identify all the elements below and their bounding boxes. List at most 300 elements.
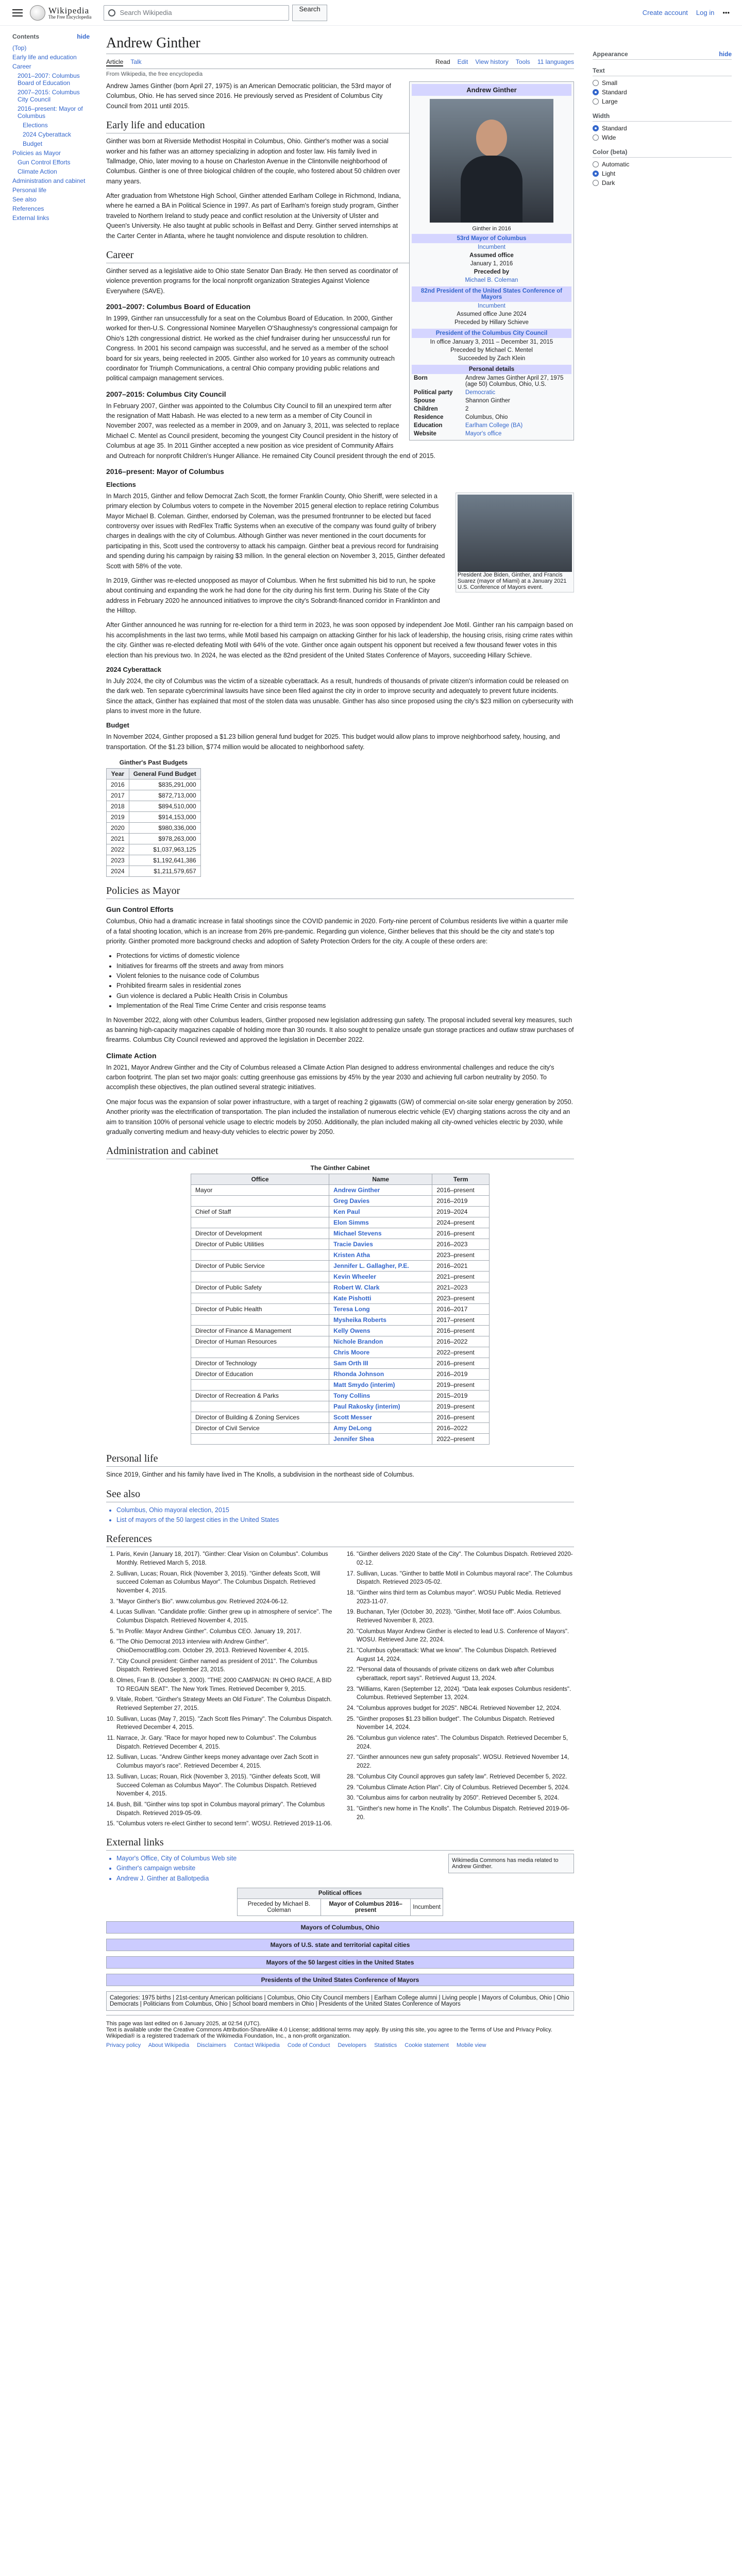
paragraph: In November 2024, Ginther proposed a $1.23 billion general fund budget for 2025. This budget would allow plans to improve neighborhood safety, housing, and transportation. Of the $1.23 billion, $774 million would be allocated to neighborhood safety. <box>106 733 560 751</box>
table-cell: Director of Civil Service <box>191 1423 329 1434</box>
preceded-label: Preceded by <box>474 269 510 275</box>
budget-table <box>106 757 201 877</box>
reference-item: 27. "Ginther announces new gun safety proposals". WOSU. Retrieved November 14, 2022. <box>357 1753 574 1770</box>
table-row <box>191 1358 490 1369</box>
wikipedia-logo[interactable] <box>30 5 91 21</box>
budget-header: General Fund Budget <box>129 769 200 779</box>
budget-caption: Ginther's Past Budgets <box>119 759 188 767</box>
external-link[interactable]: • Mayor's Office, City of Columbus Web site <box>116 1854 574 1863</box>
biden-figure[interactable] <box>456 493 574 592</box>
text-size-small[interactable]: Small <box>593 79 732 87</box>
table-row <box>107 866 201 877</box>
footer-link[interactable]: Contact Wikipedia <box>234 2042 280 2048</box>
reference-item: 6. "The Ohio Democrat 2013 interview with Andrew Ginther". OhioDemocratBlog.com. October 29, 2013. Retrieved November 4, 2015. <box>116 1638 334 1655</box>
toc-item[interactable]: Personal life <box>12 187 47 194</box>
navbox-title[interactable]: Presidents of the United States Conference of Mayors <box>107 1974 574 1986</box>
cabinet-header: Office <box>191 1174 329 1185</box>
table-row <box>191 1380 490 1391</box>
table-cell[interactable]: Nichole Brandon <box>329 1336 432 1347</box>
footer-link[interactable]: About Wikipedia <box>148 2042 190 2048</box>
reference-item: 26. "Columbus gun violence rates". The Columbus Dispatch. Retrieved December 5, 2024. <box>357 1734 574 1751</box>
paragraph: One major focus was the expansion of solar power infrastructure, with a target of reaching 2 gigawatts (GW) of commercial on-site solar energy generation by 2050. Another priority was the electrification of transportation. The plan included the installation of numerous electric vehicle (EV) charging stations across the city and an aim to transition 100% of personal vehicle usage to electric models by 2050. Additionally, the plan included making all city-owned vehicles electric by 2030, while gradually converting medium and heavy-duty vehicles to electric power by 2050. <box>106 1098 573 1136</box>
section-early-life: Early life and education <box>106 120 574 133</box>
list-item: • Violent felonies to the nuisance code of Columbus <box>116 971 574 981</box>
tab-history[interactable]: View history <box>475 58 509 65</box>
footer-link[interactable]: Statistics <box>374 2042 397 2048</box>
table-cell: 2017–present <box>432 1315 490 1326</box>
table-row <box>191 1336 490 1347</box>
table-cell[interactable]: Paul Rakosky (interim) <box>329 1401 432 1412</box>
photo-caption: Ginther in 2016 <box>472 226 511 232</box>
text-size-standard[interactable]: Standard <box>593 89 732 96</box>
table-cell: 2016–2021 <box>432 1261 490 1272</box>
section-gun-control: Gun Control Efforts <box>106 905 174 914</box>
reference-item: 17. Sullivan, Lucas. "Ginther to battle Motil in Columbus mayoral race". The Columbus Dispatch. Retrieved 2023-05-02. <box>357 1570 574 1587</box>
navbox-title[interactable]: Mayors of U.S. state and territorial capital cities <box>107 1939 574 1951</box>
toc-item[interactable]: Climate Action <box>18 168 57 175</box>
table-cell: 2016–2019 <box>432 1369 490 1380</box>
budget-header: Year <box>107 769 129 779</box>
appearance-hide[interactable]: hide <box>719 50 732 58</box>
paragraph: After graduation from Whetstone High School, Ginther attended Earlham College in Richmond, Indiana, where he earned a BA in Political Science in 1997. As part of Earlham's foreign study program, Ginther traveled to Northern Ireland to study peace and conflict resolution at the University of Ulster and Queen's University. He also taught at public schools in Belfast and Derry. Ginther served internships at the Carter Center in Atlanta, where he taught nonviolence and dispute resolution to children. <box>106 192 401 240</box>
section-policies: Policies as Mayor <box>106 885 574 899</box>
table-cell: 2024–present <box>432 1217 490 1228</box>
table-cell: 2017 <box>107 790 129 801</box>
table-row <box>191 1250 490 1261</box>
table-cell <box>191 1250 329 1261</box>
tagline: The Free Encyclopedia <box>48 14 92 20</box>
cabinet-table <box>191 1162 490 1445</box>
section-council: 2007–2015: Columbus City Council <box>106 389 226 398</box>
office-council[interactable]: President of the Columbus City Council <box>412 329 571 338</box>
paragraph: In March 2015, Ginther and fellow Democrat Zach Scott, the former Franklin County, Ohio Sheriff, were selected in a primary election by Columbus voters to compete in the November 2015 general election to replace retiring Columbus Mayor Michael B. Coleman. Ginther, endorsed by Coleman, was the presumed frontrunner to be elected but faced controversy over issues with RedFlex Traffic Systems when an executive of the company was found guilty of bribery charges in dealings with the city of Columbus. Although Ginther was never mentioned in the court documents for participating in this, Scott used the controversy to attack his campaign. Ginther beat a previous record for fundraising and spending during his campaign by raising $3 million. In the general election on November 3, 2015, Ginther defeated Scott with 58% of the vote. <box>106 492 445 570</box>
table-cell <box>191 1293 329 1304</box>
toc-item[interactable]: Policies as Mayor <box>12 149 61 157</box>
see-also-link[interactable]: • Columbus, Ohio mayoral election, 2015 <box>116 1505 574 1515</box>
toc-item[interactable]: See also <box>12 196 37 203</box>
office2-prev: Preceded by Hillary Schieve <box>454 319 529 326</box>
navbox[interactable] <box>106 1974 574 1986</box>
categories-box[interactable]: Categories: 1975 births | 21st-century American politicians | Columbus, Ohio City Council members | Earlham College alumni | Living people | Mayors of Columbus, Ohio | Ohio Democrats | Politicians from Columbus, Ohio | School board members in Ohio | Presidents of the United States Conference of Mayors <box>106 1991 574 2011</box>
table-cell[interactable]: Tracie Davies <box>329 1239 432 1250</box>
reference-item: 16. "Ginther delivers 2020 State of the City". The Columbus Dispatch. Retrieved 2020-02-12. <box>357 1550 574 1567</box>
table-cell: 2016–present <box>432 1326 490 1336</box>
table-cell: $894,510,000 <box>129 801 200 812</box>
table-cell: Chief of Staff <box>191 1207 329 1217</box>
search-input[interactable]: Search Wikipedia <box>104 5 289 21</box>
search-button[interactable]: Search <box>292 5 327 21</box>
reference-item: 11. Narrace, Jr. Gary. "Race for mayor hoped new to Columbus". The Columbus Dispatch. Retrieved December 4, 2015. <box>116 1734 334 1751</box>
reference-item: 23. "Williams, Karen (September 12, 2024). "Data leak exposes Columbus residents". Columbus. Retrieved September 13, 2024. <box>357 1685 574 1702</box>
table-row <box>191 1261 490 1272</box>
table-cell[interactable]: Scott Messer <box>329 1412 432 1423</box>
list-item: • Protections for victims of domestic violence <box>116 951 574 961</box>
navbox-title[interactable]: Mayors of Columbus, Ohio <box>107 1922 574 1933</box>
table-row <box>191 1423 490 1434</box>
color-light[interactable]: Light <box>593 170 732 177</box>
list-item: • Implementation of the Real Time Crime Center and crisis response teams <box>116 1001 574 1011</box>
table-cell: 2019 <box>107 812 129 823</box>
toc-item[interactable]: Administration and cabinet <box>12 177 86 184</box>
table-cell: 2016 <box>107 779 129 790</box>
toc-hide-button[interactable]: hide <box>77 33 90 40</box>
children-key: Children <box>414 406 438 412</box>
table-cell[interactable]: Kelly Owens <box>329 1326 432 1336</box>
table-cell[interactable]: Chris Moore <box>329 1347 432 1358</box>
table-cell: Director of Technology <box>191 1358 329 1369</box>
table-row <box>191 1326 490 1336</box>
last-edited: This page was last edited on 6 January 2025, at 02:54 (UTC). <box>106 2020 261 2027</box>
table-cell[interactable]: Michael Stevens <box>329 1228 432 1239</box>
table-cell: $1,211,579,657 <box>129 866 200 877</box>
navbox[interactable] <box>106 1939 574 1951</box>
succession-office: Mayor of Columbus 2016–present <box>321 1899 410 1916</box>
reference-item: 31. "Ginther's new home in The Knolls". The Columbus Dispatch. Retrieved 2019-06-20. <box>357 1805 574 1822</box>
navbox[interactable] <box>106 1956 574 1969</box>
gun-orders-list <box>116 951 574 1011</box>
table-row <box>107 855 201 866</box>
table-row <box>191 1412 490 1423</box>
table-row <box>191 1185 490 1196</box>
toc-item[interactable]: 2016–present: Mayor of Columbus <box>18 105 83 120</box>
succession-box <box>237 1888 443 1916</box>
width-standard[interactable]: Standard <box>593 125 732 132</box>
table-cell <box>191 1434 329 1445</box>
license-text: Text is available under the Creative Commons Attribution-ShareAlike 4.0 License; additional terms may apply. By using this site, you agree to the Terms of Use and Privacy Policy. Wikipedia® is a registered trademark of the Wikimedia Foundation, Inc., a non-profit organization. <box>106 2026 552 2039</box>
footer-link[interactable]: Disclaimers <box>197 2042 227 2048</box>
more-options-icon[interactable]: ••• <box>722 9 730 16</box>
children-value: 2 <box>465 406 469 412</box>
toc-item[interactable]: Elections <box>23 122 48 129</box>
table-cell: 2020 <box>107 823 129 834</box>
paragraph: In 1999, Ginther ran unsuccessfully for a seat on the Columbus Board of Education. In 2000, Ginther worked for then-U.S. Congressional Nominee Maryellen O'Shaughnessy's congressional campaign for Ohio's 12th congressional district. He worked as the chief fundraiser during her unsuccessful run for Congress. In 2001 his second campaign was successful, and he served as a member of the school board for six years, being reelected in 2005. Ginther also worked for 10 years as community outreach coordinator for Triumph Communications, a central Ohio company providing public relations and political campaign management services. <box>106 315 398 382</box>
table-cell: Director of Recreation & Parks <box>191 1391 329 1401</box>
section-see-also: See also <box>106 1488 574 1502</box>
table-cell: Director of Public Health <box>191 1304 329 1315</box>
table-row <box>191 1282 490 1293</box>
paragraph: Columbus, Ohio had a dramatic increase in fatal shootings since the COVID pandemic in 2020. Forty-nine percent of Columbus residents live within a quarter mile of a fatal shooting location, which is an increase from 26% pre-pandemic. Regarding gun violence, Ginther believes that this should be the city and state's top priority. Ginther promoted more background checks and adoption of Safety Protection Orders for the city. A couple of these orders are: <box>106 918 568 945</box>
reference-item: 5. "In Profile: Mayor Andrew Ginther". Columbus CEO. January 19, 2017. <box>116 1628 334 1636</box>
table-cell[interactable]: Matt Smydo (interim) <box>329 1380 432 1391</box>
toc-item[interactable]: 2024 Cyberattack <box>23 131 72 138</box>
biden-photo[interactable] <box>458 495 572 572</box>
reference-item: 3. "Mayor Ginther's Bio". www.columbus.gov. Retrieved 2024-06-12. <box>116 1598 334 1606</box>
reference-item: 10. Sullivan, Lucas (May 7, 2015). "Zach Scott files Primary". The Columbus Dispatch. Retrieved December 4, 2015. <box>116 1715 334 1732</box>
references-list <box>106 1550 574 1828</box>
list-item: • Initiatives for firearms off the streets and away from minors <box>116 961 574 971</box>
table-cell: 2022 <box>107 844 129 855</box>
section-career: Career <box>106 249 574 263</box>
table-cell[interactable]: Robert W. Clark <box>329 1282 432 1293</box>
paragraph: Ginther served as a legislative aide to Ohio state Senator Dan Brady. He then served as coordinator of violence prevention programs for the local nonprofit organization Strategies Against Violence Everywhere (SAVE). <box>106 267 398 295</box>
table-cell[interactable]: Tony Collins <box>329 1391 432 1401</box>
color-label: Color (beta) <box>593 148 732 158</box>
see-also-link[interactable]: • List of mayors of the 50 largest cities in the United States <box>116 1515 574 1525</box>
table-cell: 2019–present <box>432 1401 490 1412</box>
table-cell: $978,263,000 <box>129 834 200 844</box>
page-tabs <box>106 56 574 69</box>
table-cell: 2016–2017 <box>432 1304 490 1315</box>
table-cell: 2023–present <box>432 1293 490 1304</box>
section-board: 2001–2007: Columbus Board of Education <box>106 302 251 311</box>
table-cell: 2016–present <box>432 1228 490 1239</box>
globe-icon <box>30 5 45 21</box>
succession-title: Political offices <box>238 1888 443 1899</box>
article-body <box>98 26 582 2054</box>
table-cell[interactable]: Greg Davies <box>329 1196 432 1207</box>
reference-item: 25. "Ginther proposes $1.23 billion budget". The Columbus Dispatch. Retrieved November 14, 2024. <box>357 1715 574 1732</box>
party-key: Political party <box>414 389 453 396</box>
page-title: Andrew Ginther <box>106 35 574 54</box>
table-cell: Director of Building & Zoning Services <box>191 1412 329 1423</box>
toc-item[interactable]: Gun Control Efforts <box>18 159 71 166</box>
table-cell: 2016–present <box>432 1412 490 1423</box>
table-cell[interactable]: Kristen Atha <box>329 1250 432 1261</box>
tab-talk[interactable]: Talk <box>130 58 142 65</box>
tab-edit[interactable]: Edit <box>457 58 468 65</box>
office2-date: Assumed office June 2024 <box>457 311 527 317</box>
table-row <box>107 801 201 812</box>
reference-item: 19. Buchanan, Tyler (October 30, 2023). "Ginther, Motil face off". Axios Columbus. Retrieved November 8, 2023. <box>357 1608 574 1625</box>
table-cell: Director of Human Resources <box>191 1336 329 1347</box>
table-cell: 2019–present <box>432 1380 490 1391</box>
text-size-large[interactable]: Large <box>593 98 732 105</box>
tab-tools[interactable]: Tools <box>515 58 530 65</box>
table-cell[interactable]: Teresa Long <box>329 1304 432 1315</box>
education-value[interactable]: Earlham College (BA) <box>465 422 523 429</box>
list-item: • Prohibited firearm sales in residential zones <box>116 981 574 991</box>
paragraph: Since 2019, Ginther and his family have lived in The Knolls, a subdivision in the northeast side of Columbus. <box>106 1471 415 1479</box>
assumed-date: January 1, 2016 <box>470 261 513 267</box>
table-cell: Director of Public Service <box>191 1261 329 1272</box>
personal-details-heading: Personal details <box>412 365 571 374</box>
table-row <box>191 1391 490 1401</box>
portrait-photo[interactable] <box>430 99 553 223</box>
create-account-link[interactable]: Create account <box>642 9 688 16</box>
table-row <box>191 1239 490 1250</box>
section-references: References <box>106 1533 574 1547</box>
paragraph: In February 2007, Ginther was appointed to the Columbus City Council to fill an unexpired term after the resignation of Matt Habash. He was elected to a new term as a member of City Council in November 2007, was reelected as a member in 2009, and on January 3, 2011, was selected to replace Michael C. Mentel as Council president, becoming the youngest City Council president in the history of Columbus at age 35. In 2011 Ginther accepted a new position as vice president of Community Affairs and Outreach for nonprofit Children's Hunger Alliance. He remained City Council president through the end of 2015. <box>106 402 435 460</box>
reference-item: 14. Bush, Bill. "Ginther wins top spot in Columbus mayoral primary". The Columbus Dispatch. Retrieved 2019-05-09. <box>116 1801 334 1818</box>
section-elections: Elections <box>106 480 136 488</box>
reference-item: 28. "Columbus City Council approves gun safety law". Retrieved December 5, 2022. <box>357 1773 574 1782</box>
paragraph: In July 2024, the city of Columbus was the victim of a sizeable cyberattack. As a result, hundreds of thousands of private citizen's information could be released on the dark web. Ten separate cybercriminal lawsuits have since been filed against the city in order to improve security and adequately to prevent future incidents. Since the attack, Ginther has explained that most of the stolen data was unusable. Ginther has also since proposed using the city's $23 million on cybersecurity with plans to invest more in the future. <box>106 677 574 715</box>
office2-incumbent[interactable]: Incumbent <box>478 303 505 309</box>
party-value[interactable]: Democratic <box>465 389 496 396</box>
website-key: Website <box>414 431 436 437</box>
table-cell: 2023–present <box>432 1250 490 1261</box>
navbox-title[interactable]: Mayors of the 50 largest cities in the United States <box>107 1957 574 1968</box>
color-dark[interactable]: Dark <box>593 179 732 187</box>
table-cell: Director of Development <box>191 1228 329 1239</box>
external-link[interactable]: • Andrew J. Ginther at Ballotpedia <box>116 1874 574 1884</box>
table-cell: 2023 <box>107 855 129 866</box>
main-menu-icon[interactable] <box>12 9 23 16</box>
login-link[interactable]: Log in <box>696 9 715 16</box>
table-row <box>191 1196 490 1207</box>
table-row <box>191 1401 490 1412</box>
table-cell <box>191 1315 329 1326</box>
table-cell: Director of Public Safety <box>191 1282 329 1293</box>
table-cell[interactable]: Andrew Ginther <box>329 1185 432 1196</box>
reference-item: 9. Vitale, Robert. "Ginther's Strategy Meets an Old Fixture". The Columbus Dispatch. Retrieved September 27, 2015. <box>116 1696 334 1713</box>
reference-item: 12. Sullivan, Lucas. "Andrew Ginther keeps money advantage over Zach Scott in Columbus mayor's race". Retrieved December 4, 2015. <box>116 1753 334 1770</box>
table-cell <box>191 1380 329 1391</box>
assumed-label: Assumed office <box>469 252 514 259</box>
color-automatic[interactable]: Automatic <box>593 161 732 168</box>
spouse-key: Spouse <box>414 398 435 404</box>
table-row <box>107 812 201 823</box>
toc-item[interactable]: External links <box>12 214 49 222</box>
external-link[interactable]: • Ginther's campaign website <box>116 1863 574 1873</box>
tab-article[interactable]: Article <box>106 58 124 65</box>
from-wikipedia: From Wikipedia, the free encyclopedia <box>106 71 203 77</box>
section-climate: Climate Action <box>106 1051 157 1060</box>
toc-item[interactable]: References <box>12 205 44 212</box>
intro-paragraph: Andrew James Ginther (born April 27, 1975) is an American Democratic politician, the 53rd mayor of Columbus, Ohio. He has served since 2016. He previously served as President of Columbus City Council from 2011 until 2015. <box>106 82 392 110</box>
table-row <box>191 1304 490 1315</box>
table-cell <box>191 1217 329 1228</box>
cabinet-header: Name <box>329 1174 432 1185</box>
reference-item: 24. "Columbus approves budget for 2025". NBC4i. Retrieved November 12, 2024. <box>357 1704 574 1713</box>
table-cell: 2015–2019 <box>432 1391 490 1401</box>
table-cell: 2024 <box>107 866 129 877</box>
table-cell: $914,153,000 <box>129 812 200 823</box>
reference-item: 13. Sullivan, Lucas; Rouan, Rick (November 3, 2015). "Ginther defeats Scott, Will Succeed Coleman as Columbus Mayor". The Columbus Dispatch. Retrieved November 4, 2015. <box>116 1773 334 1799</box>
preceded-by-link[interactable]: Michael B. Coleman <box>465 277 518 283</box>
table-cell: 2021–present <box>432 1272 490 1282</box>
footer-link[interactable]: Cookie statement <box>404 2042 449 2048</box>
wordmark: Wikipedia <box>48 5 90 15</box>
table-cell[interactable]: Elon Simms <box>329 1217 432 1228</box>
footer-link[interactable]: Code of Conduct <box>287 2042 330 2048</box>
table-cell <box>191 1196 329 1207</box>
tab-read[interactable]: Read <box>435 58 450 65</box>
table-cell: 2021 <box>107 834 129 844</box>
cabinet-caption: The Ginther Cabinet <box>310 1164 370 1172</box>
table-row <box>191 1228 490 1239</box>
succession-preceded: Preceded by Michael B. Coleman <box>238 1899 321 1916</box>
toc-heading: Contents <box>12 33 39 40</box>
table-cell: 2022–present <box>432 1347 490 1358</box>
table-cell <box>191 1347 329 1358</box>
navbox[interactable] <box>106 1921 574 1934</box>
table-cell: 2021–2023 <box>432 1282 490 1293</box>
table-cell[interactable]: Jennifer L. Gallagher, P.E. <box>329 1261 432 1272</box>
see-also-list <box>116 1505 574 1526</box>
table-cell: $980,336,000 <box>129 823 200 834</box>
section-cyberattack: 2024 Cyberattack <box>106 665 161 673</box>
toc-item[interactable]: (Top) <box>12 44 27 52</box>
residence-value: Columbus, Ohio <box>465 414 508 420</box>
footer-link[interactable]: Developers <box>338 2042 367 2048</box>
toc-item[interactable]: Early life and education <box>12 54 77 61</box>
residence-key: Residence <box>414 414 444 420</box>
list-item: • Gun violence is declared a Public Health Crisis in Columbus <box>116 991 574 1001</box>
reference-item: 30. "Columbus aims for carbon neutrality by 2050". Retrieved December 5, 2024. <box>357 1794 574 1803</box>
section-administration: Administration and cabinet <box>106 1145 574 1159</box>
table-of-contents <box>0 26 98 2054</box>
table-cell: 2016–2019 <box>432 1196 490 1207</box>
table-row <box>107 844 201 855</box>
paragraph: After Ginther announced he was running for re-election for a third term in 2023, he was soon opposed by independent Joe Motil. Ginther ran his campaign based on his accomplishments in the last two terms, while Motil based his campaign on attacking Ginther for his lack of leadership, the housing crisis, rising crime rates within the city. Ginther was re-elected defeating Motil with 64% of the vote. Ginther once again outspent his opponent but received a few thousand fewer votes in this election than his previous two. In 2024, he was elected as the 82nd president of the United States Conference of Mayors, succeeding Hillary Schieve. <box>106 621 574 659</box>
incumbent-label[interactable]: Incumbent <box>478 244 505 250</box>
reference-item: 20. "Columbus Mayor Andrew Ginther is elected to lead U.S. Conference of Mayors". WOSU. Retrieved June 22, 2024. <box>357 1628 574 1645</box>
table-row <box>191 1272 490 1282</box>
table-cell[interactable]: Ken Paul <box>329 1207 432 1217</box>
width-wide[interactable]: Wide <box>593 134 732 141</box>
table-row <box>191 1207 490 1217</box>
table-cell <box>191 1401 329 1412</box>
section-personal-life: Personal life <box>106 1453 574 1467</box>
table-row <box>191 1293 490 1304</box>
toc-item[interactable]: 2001–2007: Columbus Board of Education <box>18 72 80 87</box>
table-cell[interactable]: Jennifer Shea <box>329 1434 432 1445</box>
office3-prev: Preceded by Michael C. Mentel <box>450 347 533 353</box>
table-row <box>191 1217 490 1228</box>
succession-succeeded: Incumbent <box>411 1899 443 1916</box>
table-cell[interactable]: Mysheika Roberts <box>329 1315 432 1326</box>
table-cell: Director of Public Utilities <box>191 1239 329 1250</box>
table-row <box>107 823 201 834</box>
office-usconf[interactable]: 82nd President of the United States Conference of Mayors <box>412 286 571 302</box>
table-cell[interactable]: Amy DeLong <box>329 1423 432 1434</box>
languages-button[interactable]: 11 languages <box>537 58 574 65</box>
paragraph: In November 2022, along with other Columbus leaders, Ginther proposed new legislation addressing gun safety. The proposal included several key measures, such as banning high-capacity magazines capable of holding more than 30 rounds. It also sought to penalize unsafe gun storage practices and outlaw straw purchases of firearms. Columbus City Council reviewed and approved the legislation in December 2022. <box>106 1016 574 1044</box>
education-key: Education <box>414 422 443 429</box>
toc-item[interactable]: Career <box>12 63 31 70</box>
table-cell[interactable]: Kevin Wheeler <box>329 1272 432 1282</box>
appearance-panel <box>582 26 742 2054</box>
table-cell[interactable]: Rhonda Johnson <box>329 1369 432 1380</box>
table-cell: $835,291,000 <box>129 779 200 790</box>
reference-item: 22. "Personal data of thousands of private citizens on dark web after Columbus cyberattack, report says". Retrieved August 13, 2024. <box>357 1666 574 1683</box>
table-cell[interactable]: Kate Pishotti <box>329 1293 432 1304</box>
table-row <box>191 1434 490 1445</box>
text-label: Text <box>593 67 732 76</box>
table-row <box>191 1369 490 1380</box>
appearance-title: Appearance <box>593 50 628 58</box>
table-cell[interactable]: Sam Orth III <box>329 1358 432 1369</box>
table-cell <box>191 1272 329 1282</box>
section-external-links: External links <box>106 1837 574 1851</box>
table-row <box>191 1347 490 1358</box>
table-cell: 2016–2022 <box>432 1336 490 1347</box>
website-value[interactable]: Mayor's office <box>465 431 502 437</box>
reference-item: 2. Sullivan, Lucas; Rouan, Rick (November 3, 2015). "Ginther defeats Scott, Will succeed Coleman as Columbus Mayor". The Columbus Dispatch. Retrieved November 4, 2015. <box>116 1570 334 1596</box>
commons-box <box>448 1854 574 1873</box>
reference-item: 15. "Columbus voters re-elect Ginther to second term". WOSU. Retrieved 2019-11-06. <box>116 1820 334 1828</box>
footer-link[interactable]: Mobile view <box>456 2042 486 2048</box>
toc-item[interactable]: 2007–2015: Columbus City Council <box>18 89 80 103</box>
cabinet-header: Term <box>432 1174 490 1185</box>
table-cell: Director of Education <box>191 1369 329 1380</box>
table-row <box>107 779 201 790</box>
spouse-value: Shannon Ginther <box>465 398 510 404</box>
table-cell: $872,713,000 <box>129 790 200 801</box>
page-footer <box>106 2015 574 2054</box>
figure-caption: President Joe Biden, Ginther, and Francis Suarez (mayor of Miami) at a January 2021 U.S. Conference of Mayors event. <box>458 571 567 590</box>
footer-link[interactable]: Privacy policy <box>106 2042 141 2048</box>
infobox-title: Andrew Ginther <box>412 84 571 96</box>
office3-term: In office January 3, 2011 – December 31, 2015 <box>430 339 553 345</box>
table-cell: 2016–present <box>432 1185 490 1196</box>
office3-next: Succeeded by Zach Klein <box>458 355 526 362</box>
width-label: Width <box>593 112 732 122</box>
office-mayor[interactable]: 53rd Mayor of Columbus <box>412 234 571 243</box>
toc-item[interactable]: Budget <box>23 140 43 147</box>
table-row <box>191 1315 490 1326</box>
